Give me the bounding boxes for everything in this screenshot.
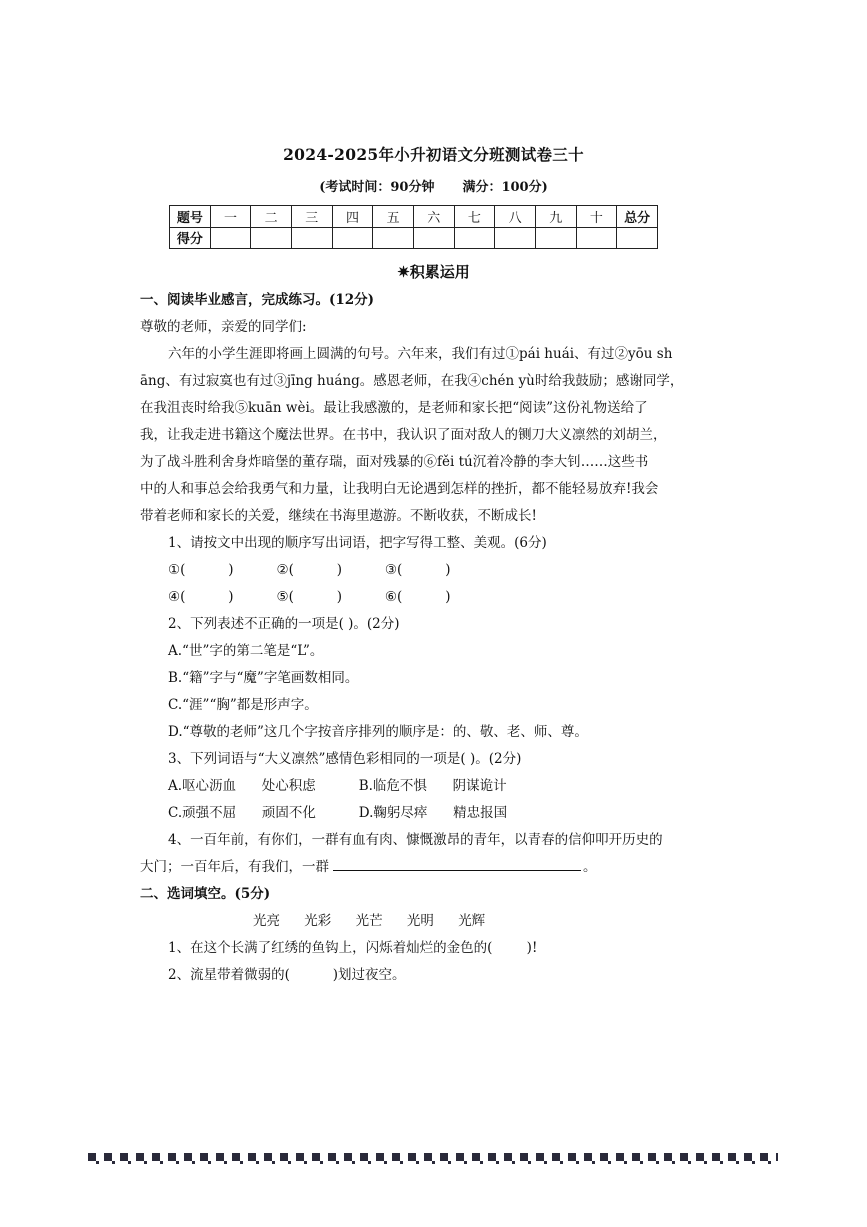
score-blank[interactable]: [291, 227, 332, 249]
options-row-1: A.呕心沥血 处心积虑 B.临危不惧 阴谋诡计: [168, 778, 507, 794]
passage-line: 中的人和事总会给我勇气和力量，让我明白无论遇到怎样的挫折，都不能轻易放弃!我会: [140, 481, 659, 497]
score-cell: 三: [291, 206, 332, 228]
exam-full-score: 满分：100分): [462, 180, 548, 195]
word-bank-item: 光彩: [304, 913, 332, 929]
score-cell: 得分: [170, 227, 211, 249]
score-blank[interactable]: [576, 227, 617, 249]
score-cell: 总分: [617, 206, 658, 228]
score-blank[interactable]: [373, 227, 414, 249]
score-cell: 七: [454, 206, 495, 228]
option-b: B.“籍”字与“魔”字笔画数相同。: [168, 670, 359, 686]
sub-question-4-continuation: [140, 854, 700, 881]
options-row-2: C.顽强不屈 顽固不化 D.鞠躬尽瘁 精忠报国: [168, 805, 508, 821]
score-table-score-row: [170, 227, 658, 249]
score-table: [169, 205, 658, 249]
fill-item-2[interactable]: 2、流星带着微弱的( )划过夜空。: [168, 967, 406, 983]
passage-line: 为了战斗胜利舍身炸暗堡的董存瑞，面对残暴的⑥fěi tú沉着冷静的李大钊……这些书: [140, 454, 649, 470]
score-blank[interactable]: [495, 227, 536, 249]
word-bank-item: 光明: [406, 913, 434, 929]
answer-line[interactable]: [333, 858, 581, 871]
passage-line: 带着老师和家长的关爱，继续在书海里遨游。不断收获，不断成长!: [140, 508, 537, 524]
footer-decorative-border-lower: [88, 1161, 778, 1164]
exam-time: (考试时间：90分钟: [319, 180, 435, 195]
score-cell: 六: [413, 206, 454, 228]
score-blank[interactable]: [617, 227, 658, 249]
passage-line: āng、有过寂寞也有过③jīng huáng。感恩老师，在我④chén yù时给我鼓励；感谢同学，: [140, 373, 684, 389]
passage-line: 尊敬的老师，亲爱的同学们:: [140, 319, 307, 335]
passage-line: 在我沮丧时给我⑤kuān wèi。最让我感激的，是老师和家长把“阅读”这份礼物送给了: [140, 400, 648, 416]
exam-title: 2024-2025年小升初语文分班测试卷三十: [283, 145, 584, 164]
score-blank[interactable]: [413, 227, 454, 249]
score-cell: 九: [535, 206, 576, 228]
score-cell: 八: [495, 206, 536, 228]
score-cell: 四: [332, 206, 373, 228]
exam-subtitle: [0, 176, 867, 195]
passage-line: 六年的小学生涯即将画上圆满的句号。六年来，我们有过①pái huái、有过②yōu sh: [168, 346, 673, 362]
section-title: ✷积累运用: [397, 263, 470, 281]
word-bank: [253, 908, 813, 935]
score-cell: 十: [576, 206, 617, 228]
passage-line: 我，让我走进书籍这个魔法世界。在书中，我认识了面对敌人的铡刀大义凛然的刘胡兰，: [140, 427, 667, 443]
sub-question-2: 2、下列表述不正确的一项是( )。(2分): [168, 616, 400, 632]
sub-question-3: 3、下列词语与“大义凛然”感情色彩相同的一项是( )。(2分): [168, 751, 522, 767]
score-blank[interactable]: [454, 227, 495, 249]
word-bank-item: 光芒: [355, 913, 383, 929]
score-blank[interactable]: [251, 227, 292, 249]
question-1-heading: 一、阅读毕业感言，完成练习。(12分): [140, 292, 375, 308]
answer-blanks-row-2[interactable]: ④( ) ⑤( ) ⑥( ): [168, 589, 451, 605]
sub-question-4-period: 。: [583, 859, 597, 875]
sub-question-4-text: 大门；一百年后，有我们，一群: [140, 859, 329, 875]
footer-decorative-border: [88, 1153, 778, 1161]
sub-question-1: 1、请按文中出现的顺序写出词语，把字写得工整、美观。(6分): [168, 535, 547, 551]
score-cell: 五: [373, 206, 414, 228]
option-c: C.“涯”“胸”都是形声字。: [168, 697, 318, 713]
option-d: D.“尊敬的老师”这几个字按音序排列的顺序是：的、敬、老、师、尊。: [168, 724, 588, 740]
score-blank[interactable]: [535, 227, 576, 249]
answer-blanks-row-1[interactable]: ①( ) ②( ) ③( ): [168, 562, 451, 578]
option-a: A.“世”字的第二笔是“L”。: [168, 643, 324, 659]
score-cell: 题号: [170, 206, 211, 228]
score-table-header-row: [170, 206, 658, 228]
score-blank[interactable]: [210, 227, 251, 249]
question-2-heading: 二、选词填空。(5分): [140, 886, 271, 902]
sub-question-4: 4、一百年前，有你们，一群有血有肉、慷慨激昂的青年，以青春的信仰叩开历史的: [168, 832, 663, 848]
fill-item-1[interactable]: 1、在这个长满了红绣的鱼钩上，闪烁着灿烂的金色的( )!: [168, 940, 538, 956]
word-bank-item: 光亮: [253, 913, 280, 929]
score-cell: 一: [210, 206, 251, 228]
score-cell: 二: [251, 206, 292, 228]
score-blank[interactable]: [332, 227, 373, 249]
word-bank-item: 光辉: [458, 913, 486, 929]
